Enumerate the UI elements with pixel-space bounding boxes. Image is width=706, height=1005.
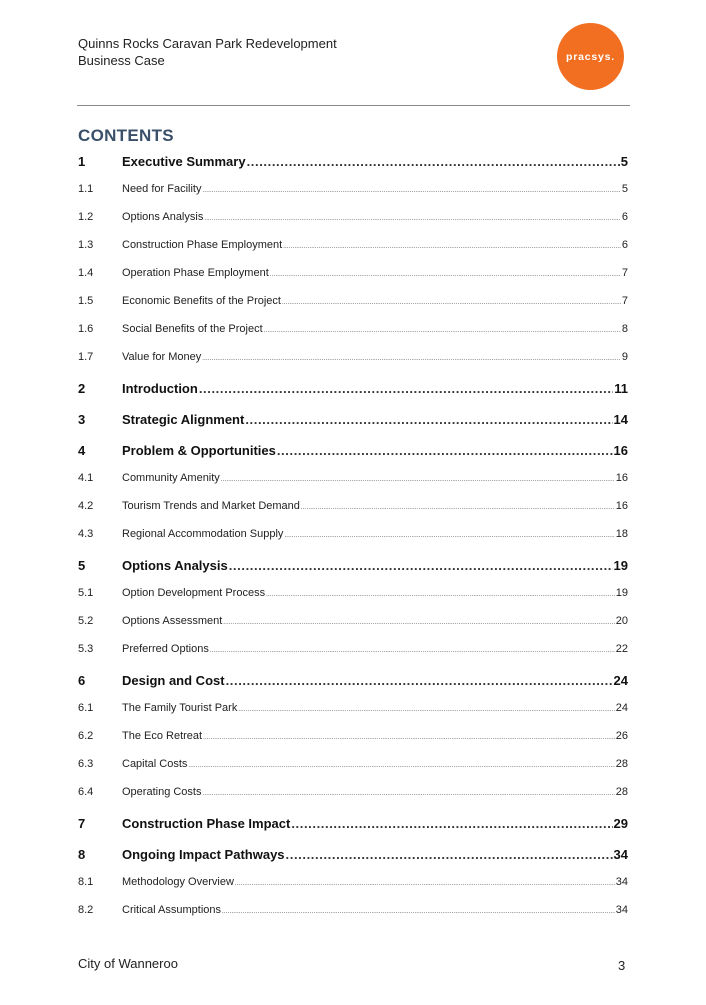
toc-dot-leader [238, 707, 614, 713]
toc-dot-leader [245, 412, 612, 427]
footer-page-number: 3 [618, 958, 626, 973]
toc-entry-page: 24 [613, 673, 628, 688]
toc-entry-page: 11 [614, 381, 628, 396]
toc-entry-label: Economic Benefits of the Project [122, 295, 281, 307]
toc-entry-label: The Family Tourist Park [122, 702, 238, 714]
toc-subsection-entry[interactable] [78, 323, 628, 335]
toc-entry-page: 34 [615, 876, 628, 888]
toc-entry-label: Design and Cost [122, 673, 225, 688]
toc-dot-leader [188, 763, 614, 769]
toc-entry-page: 22 [615, 643, 628, 655]
toc-entry-label: Operation Phase Employment [122, 267, 269, 279]
toc-subsection-entry[interactable] [78, 730, 628, 742]
toc-entry-label: Need for Facility [122, 183, 202, 195]
toc-entry-label: Construction Phase Employment [122, 239, 283, 251]
toc-entry-label: Construction Phase Impact [122, 816, 291, 831]
header-title-line2: Business Case [78, 53, 165, 68]
toc-entry-number: 2 [78, 381, 86, 396]
toc-entry-number: 1.5 [78, 295, 94, 307]
toc-entry-page: 5 [620, 154, 628, 169]
toc-entry-number: 5.3 [78, 643, 94, 655]
toc-subsection-entry[interactable] [78, 702, 628, 714]
toc-entry-label: Critical Assumptions [122, 904, 222, 916]
toc-section-entry[interactable] [78, 154, 628, 169]
toc-entry-label: Methodology Overview [122, 876, 234, 888]
toc-subsection-entry[interactable] [78, 786, 628, 798]
toc-entry-number: 4.3 [78, 528, 94, 540]
toc-subsection-entry[interactable] [78, 239, 628, 251]
toc-entry-page: 26 [615, 730, 628, 742]
toc-entry-number: 6.4 [78, 786, 94, 798]
toc-entry-number: 6.1 [78, 702, 94, 714]
toc-entry-page: 19 [615, 587, 628, 599]
toc-entry-number: 1.6 [78, 323, 94, 335]
toc-entry-label: The Eco Retreat [122, 730, 203, 742]
toc-subsection-entry[interactable] [78, 528, 628, 540]
toc-dot-leader [202, 188, 620, 194]
toc-subsection-entry[interactable] [78, 267, 628, 279]
toc-entry-number: 6.3 [78, 758, 94, 770]
toc-dot-leader [286, 847, 613, 862]
toc-dot-leader [284, 533, 614, 539]
toc-entry-label: Problem & Opportunities [122, 443, 276, 458]
toc-dot-leader [210, 648, 615, 654]
toc-dot-leader [202, 356, 621, 362]
toc-dot-leader [199, 381, 613, 396]
toc-dot-leader [282, 300, 621, 306]
header-title-line1: Quinns Rocks Caravan Park Redevelopment [78, 36, 337, 51]
toc-dot-leader [221, 477, 615, 483]
toc-entry-label: Preferred Options [122, 643, 209, 655]
document-header [78, 35, 337, 69]
toc-subsection-entry[interactable] [78, 615, 628, 627]
toc-entry-number: 5.1 [78, 587, 94, 599]
toc-subsection-entry[interactable] [78, 904, 628, 916]
toc-entry-label: Regional Accommodation Supply [122, 528, 284, 540]
toc-dot-leader [204, 216, 621, 222]
toc-entry-number: 1.1 [78, 183, 94, 195]
toc-entry-page: 6 [621, 239, 628, 251]
toc-subsection-entry[interactable] [78, 211, 628, 223]
toc-entry-label: Options Analysis [122, 558, 228, 573]
toc-subsection-entry[interactable] [78, 351, 628, 363]
toc-section-entry[interactable] [78, 381, 628, 396]
toc-subsection-entry[interactable] [78, 876, 628, 888]
toc-dot-leader [283, 244, 621, 250]
contents-heading: CONTENTS [78, 126, 174, 145]
toc-entry-number: 7 [78, 816, 86, 831]
toc-entry-number: 1.3 [78, 239, 94, 251]
toc-dot-leader [264, 328, 621, 334]
toc-entry-page: 28 [615, 786, 628, 798]
toc-entry-page: 6 [621, 211, 628, 223]
toc-subsection-entry[interactable] [78, 587, 628, 599]
toc-section-entry[interactable] [78, 412, 628, 427]
toc-entry-page: 29 [613, 816, 628, 831]
toc-entry-number: 4 [78, 443, 86, 458]
toc-entry-number: 8.2 [78, 904, 94, 916]
toc-entry-page: 20 [615, 615, 628, 627]
toc-entry-page: 8 [621, 323, 628, 335]
toc-entry-page: 16 [613, 443, 628, 458]
toc-entry-number: 1 [78, 154, 86, 169]
toc-entry-page: 34 [613, 847, 628, 862]
toc-section-entry[interactable] [78, 558, 628, 573]
toc-entry-page: 24 [615, 702, 628, 714]
toc-entry-label: Tourism Trends and Market Demand [122, 500, 300, 512]
toc-entry-label: Executive Summary [122, 154, 246, 169]
toc-section-entry[interactable] [78, 847, 628, 862]
toc-entry-label: Community Amenity [122, 472, 220, 484]
toc-entry-label: Options Analysis [122, 211, 204, 223]
toc-entry-page: 5 [621, 183, 628, 195]
toc-dot-leader [223, 620, 614, 626]
toc-entry-number: 6 [78, 673, 86, 688]
toc-section-entry[interactable] [78, 673, 628, 688]
toc-entry-page: 9 [621, 351, 628, 363]
toc-dot-leader [301, 505, 615, 511]
toc-entry-page: 7 [621, 295, 628, 307]
logo-text: pracsys. [565, 50, 615, 63]
toc-entry-page: 34 [615, 904, 628, 916]
toc-entry-page: 18 [615, 528, 628, 540]
toc-entry-page: 14 [613, 412, 628, 427]
toc-entry-label: Strategic Alignment [122, 412, 245, 427]
toc-entry-label: Capital Costs [122, 758, 188, 770]
toc-entry-page: 16 [615, 500, 628, 512]
toc-subsection-entry[interactable] [78, 643, 628, 655]
toc-entry-number: 8 [78, 847, 86, 862]
toc-entry-number: 8.1 [78, 876, 94, 888]
toc-dot-leader [222, 909, 615, 915]
toc-entry-label: Operating Costs [122, 786, 202, 798]
toc-dot-leader [226, 673, 613, 688]
toc-entry-number: 1.7 [78, 351, 94, 363]
toc-dot-leader [270, 272, 621, 278]
toc-entry-page: 7 [621, 267, 628, 279]
toc-entry-number: 1.4 [78, 267, 94, 279]
toc-entry-number: 4.2 [78, 500, 94, 512]
toc-dot-leader [235, 881, 615, 887]
toc-dot-leader [202, 791, 614, 797]
toc-section-entry[interactable] [78, 816, 628, 831]
toc-entry-number: 4.1 [78, 472, 94, 484]
toc-entry-number: 1.2 [78, 211, 94, 223]
toc-dot-leader [247, 154, 620, 169]
toc-entry-label: Introduction [122, 381, 198, 396]
toc-entry-label: Options Assessment [122, 615, 223, 627]
toc-subsection-entry[interactable] [78, 183, 628, 195]
toc-entry-label: Value for Money [122, 351, 202, 363]
toc-entry-number: 3 [78, 412, 86, 427]
toc-dot-leader [277, 443, 613, 458]
header-divider [77, 105, 630, 106]
toc-entry-label: Ongoing Impact Pathways [122, 847, 285, 862]
toc-entry-label: Option Development Process [122, 587, 266, 599]
toc-dot-leader [266, 592, 615, 598]
footer-organization: City of Wanneroo [78, 956, 178, 971]
toc-entry-number: 5.2 [78, 615, 94, 627]
toc-entry-number: 5 [78, 558, 86, 573]
pracsys-logo [557, 23, 624, 90]
toc-dot-leader [203, 735, 615, 741]
toc-dot-leader [229, 558, 613, 573]
toc-section-entry[interactable] [78, 443, 628, 458]
toc-dot-leader [291, 816, 612, 831]
toc-subsection-entry[interactable] [78, 500, 628, 512]
toc-subsection-entry[interactable] [78, 295, 628, 307]
toc-entry-number: 6.2 [78, 730, 94, 742]
toc-subsection-entry[interactable] [78, 472, 628, 484]
toc-entry-label: Social Benefits of the Project [122, 323, 263, 335]
toc-entry-page: 16 [615, 472, 628, 484]
toc-entry-page: 19 [613, 558, 628, 573]
toc-subsection-entry[interactable] [78, 758, 628, 770]
toc-entry-page: 28 [615, 758, 628, 770]
